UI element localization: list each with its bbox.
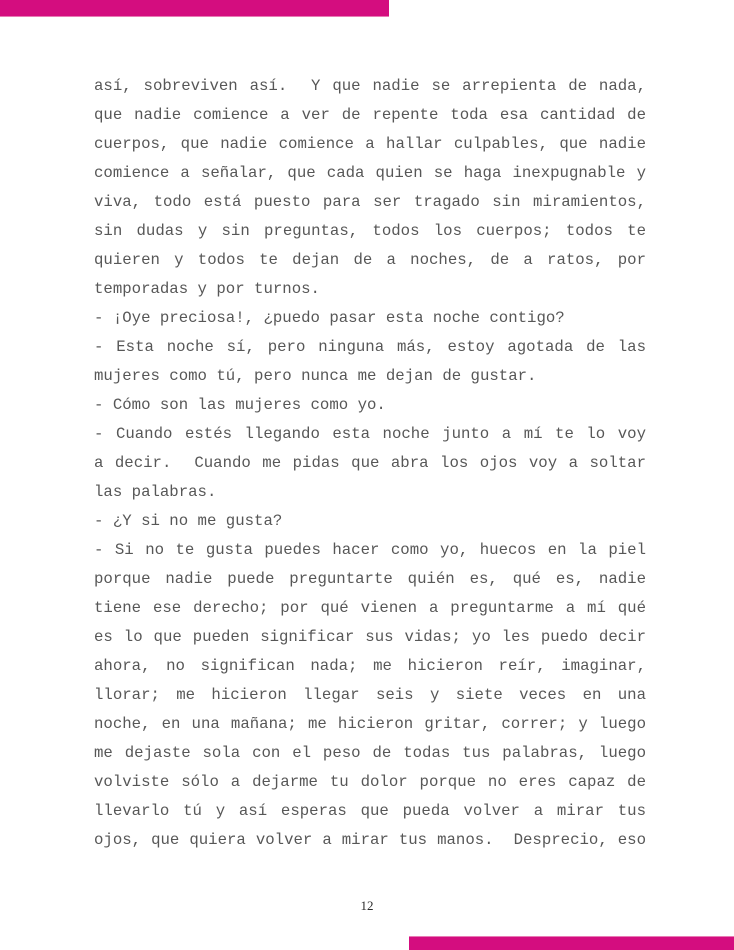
text-line: que nadie comience a ver de repente toda esa cantidad de [94,106,646,124]
text-line: las palabras. [94,483,217,501]
text-line: viva, todo está puesto para ser tragado sin miramientos, [94,193,646,211]
text-line: me dejaste sola con el peso de todas tus palabras, luego [94,744,646,762]
text-line: volviste sólo a dejarme tu dolor porque no eres capaz de [94,773,646,791]
text-line: noche, en una mañana; me hicieron gritar, correr; y luego [94,715,646,733]
text-line-dialogue: - ¿Y si no me gusta? [94,512,283,530]
text-line: temporadas y por turnos. [94,280,320,298]
text-line: llorar; me hicieron llegar seis y siete veces en una [94,686,646,704]
text-line: es lo que pueden significar sus vidas; yo les puedo decir [94,628,646,646]
bottom-accent-bar [409,936,734,950]
text-line-dialogue: - Si no te gusta puedes hacer como yo, huecos en la piel [94,541,646,559]
text-line: sin dudas y sin preguntas, todos los cuerpos; todos te [94,222,646,240]
page-number: 12 [360,898,374,913]
text-line: mujeres como tú, pero nunca me dejan de gustar. [94,367,537,385]
text-line: cuerpos, que nadie comience a hallar culpables, que nadie [94,135,646,153]
text-line: a decir. Cuando me pidas que abra los ojos voy a soltar [94,454,646,472]
top-accent-bar [0,0,389,17]
text-line: ojos, que quiera volver a mirar tus manos. Desprecio, eso [94,831,646,849]
text-line: quieren y todos te dejan de a noches, de a ratos, por [94,251,646,269]
text-line: comience a señalar, que cada quien se haga inexpugnable y [94,164,646,182]
body-text-block [94,72,646,855]
text-line: tiene ese derecho; por qué vienen a preguntarme a mí qué [94,599,646,617]
text-line-dialogue: - Esta noche sí, pero ninguna más, estoy agotada de las [94,338,646,356]
text-line-dialogue: - ¡Oye preciosa!, ¿puedo pasar esta noche contigo? [94,309,565,327]
text-line: porque nadie puede preguntarte quién es, qué es, nadie [94,570,646,588]
text-line: así, sobreviven así. Y que nadie se arrepienta de nada, [94,77,646,95]
text-line: llevarlo tú y así esperas que pueda volver a mirar tus [94,802,646,820]
text-line-dialogue: - Cuando estés llegando esta noche junto a mí te lo voy [94,425,646,443]
text-line-dialogue: - Cómo son las mujeres como yo. [94,396,386,414]
text-line: ahora, no significan nada; me hicieron reír, imaginar, [94,657,646,675]
